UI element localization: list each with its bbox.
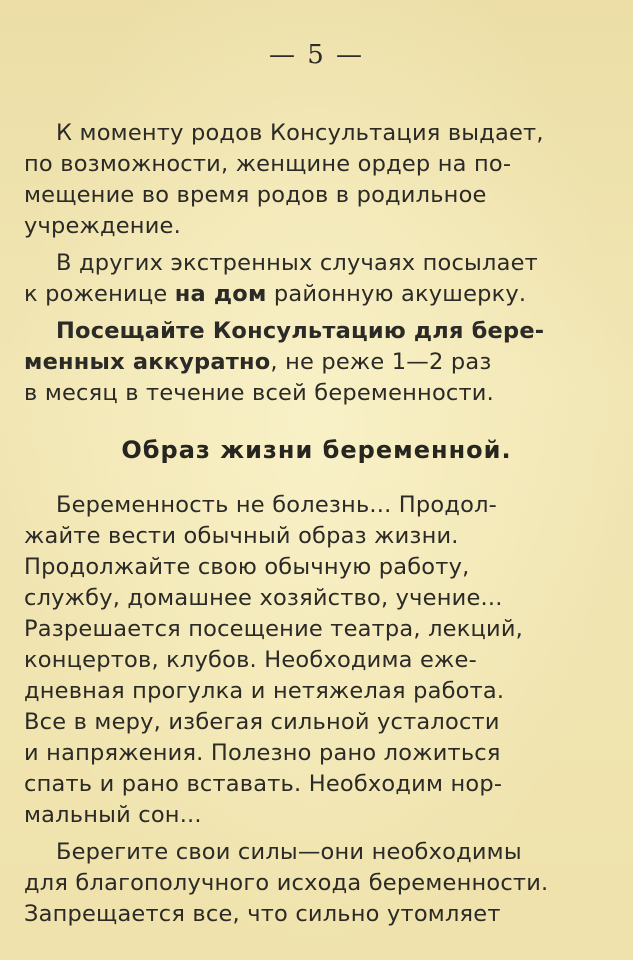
text-line: К моменту родов Консультация выдает, xyxy=(56,120,544,146)
text-line: спать и рано вставать. Необходим нор- xyxy=(24,771,503,797)
text-run: , не реже 1—2 раз xyxy=(270,349,492,375)
text-line: и напряжения. Полезно рано ложиться xyxy=(24,740,501,766)
text-line: службу, домашнее хозяйство, учение... xyxy=(24,585,503,611)
text-line xyxy=(24,279,584,310)
section-paragraph-2 xyxy=(24,837,584,930)
text-line: по возможности, женщине ордер на по- xyxy=(24,151,512,177)
text-line: Продолжайте свою обычную работу, xyxy=(24,554,470,580)
section-text xyxy=(24,490,584,936)
text-line: дневная прогулка и нетяжелая работа. xyxy=(24,678,505,704)
emphasis-text: менных аккуратно xyxy=(24,349,271,375)
intro-text xyxy=(24,118,584,415)
text-line xyxy=(24,347,584,378)
emphasis-text: Посещайте Консультацию для бере- xyxy=(56,318,545,344)
text-line: Разрешается посещение театра, лекций, xyxy=(24,616,524,642)
text-line: жайте вести обычный образ жизни. xyxy=(24,523,459,549)
intro-paragraph-2 xyxy=(24,248,584,310)
text-line: для благополучного исхода беременности. xyxy=(24,870,549,896)
text-line: концертов, клубов. Необходима еже- xyxy=(24,647,477,673)
intro-paragraph-1 xyxy=(24,118,584,242)
text-line: Все в меру, избегая сильной усталости xyxy=(24,709,500,735)
emphasis-text: на дом xyxy=(174,281,267,307)
section-paragraph-1 xyxy=(24,490,584,831)
text-line: Запрещается все, что сильно утомляет xyxy=(24,901,501,927)
intro-paragraph-3 xyxy=(24,316,584,409)
text-line: Беременность не болезнь... Продол- xyxy=(56,492,498,518)
text-line: учреждение. xyxy=(24,213,181,239)
text-run: районную акушерку. xyxy=(266,281,527,307)
text-line: мещение во время родов в родильное xyxy=(24,182,487,208)
section-heading: Образ жизни беременной. xyxy=(121,436,512,464)
text-line: Берегите свои силы—они необходимы xyxy=(56,839,522,865)
text-run: к роженице xyxy=(24,281,175,307)
page-number: — 5 — xyxy=(268,40,365,70)
text-line: в месяц в течение всей беременности. xyxy=(24,380,494,406)
text-line: В других экстренных случаях посылает xyxy=(56,250,538,276)
text-line: мальный сон... xyxy=(24,802,202,828)
